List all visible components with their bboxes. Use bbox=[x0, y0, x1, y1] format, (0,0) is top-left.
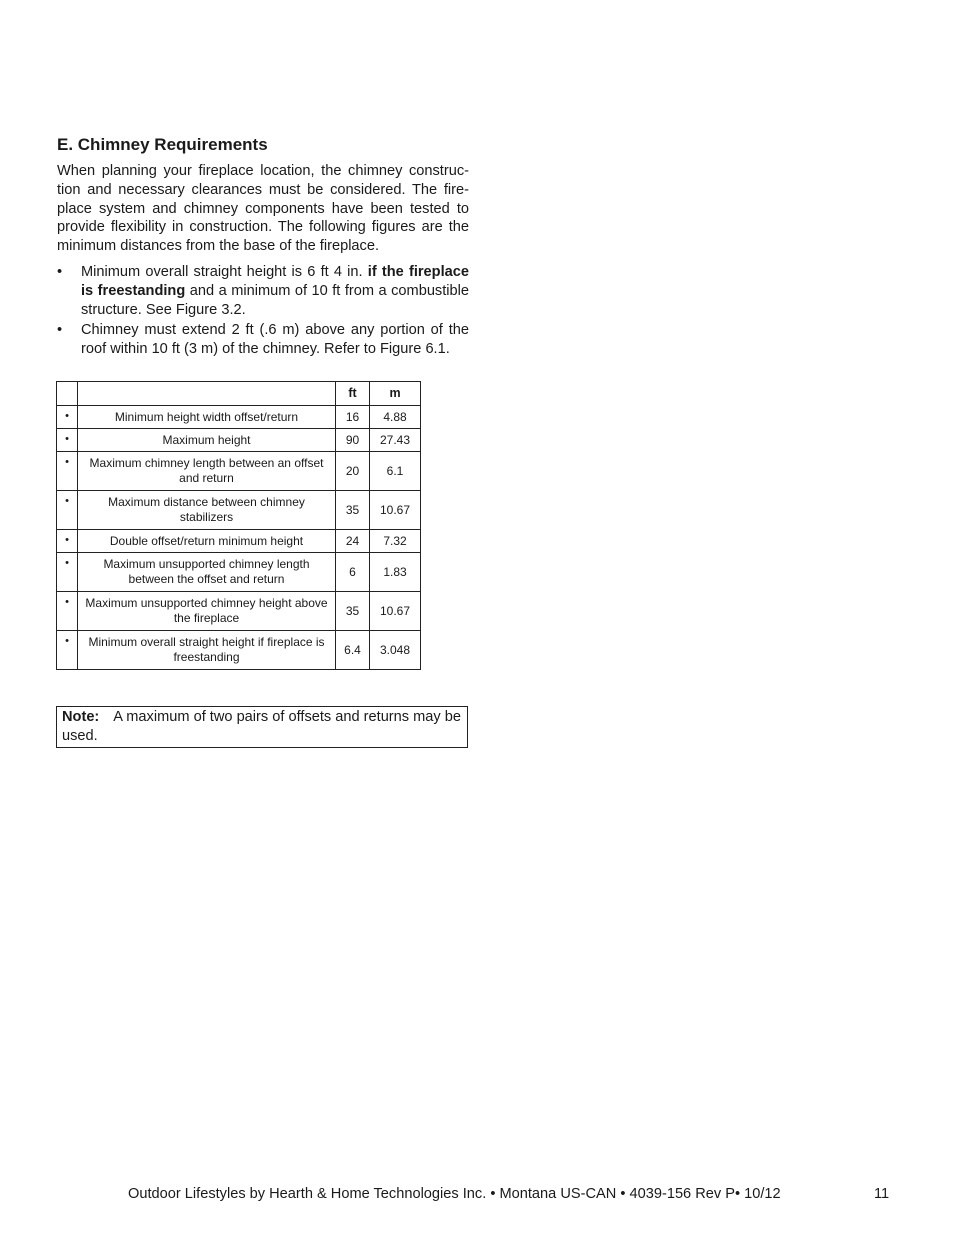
row-ft-value: 90 bbox=[336, 429, 370, 452]
row-m-value: 7.32 bbox=[370, 530, 421, 553]
table-header-row bbox=[57, 382, 421, 406]
intro-paragraph: When planning your fireplace location, the chimney construc-tion and necessary clearances must be considered. The fire-place system and chimney components have been tested to provide flexibility in construction. The following figures are the minimum distances from the base of the fireplace. bbox=[57, 163, 469, 255]
row-ft-value: 20 bbox=[336, 452, 370, 491]
row-bullet: • bbox=[57, 491, 78, 530]
row-m-value: 6.1 bbox=[370, 452, 421, 491]
row-description: Maximum chimney length between an offset and return bbox=[78, 452, 336, 491]
row-description: Minimum height width offset/return bbox=[78, 406, 336, 429]
requirements-list bbox=[57, 263, 469, 359]
row-ft-value: 6.4 bbox=[336, 631, 370, 670]
header-bullet-col bbox=[57, 382, 78, 406]
note-label: Note: bbox=[62, 709, 100, 725]
list-item-text-bold: if the fireplace is freestanding bbox=[81, 263, 469, 299]
row-bullet: • bbox=[57, 452, 78, 491]
header-desc-col bbox=[78, 382, 336, 406]
row-m-value: 3.048 bbox=[370, 631, 421, 670]
row-description: Maximum unsupported chimney height above the fireplace bbox=[78, 592, 336, 631]
row-description: Maximum unsupported chimney length between the offset and return bbox=[78, 553, 336, 592]
list-item-straight-height bbox=[57, 263, 469, 320]
bullet-marker: • bbox=[57, 263, 63, 280]
row-bullet: • bbox=[57, 530, 78, 553]
row-ft-value: 35 bbox=[336, 491, 370, 530]
table-row bbox=[57, 592, 421, 631]
row-ft-value: 35 bbox=[336, 592, 370, 631]
page-footer: Outdoor Lifestyles by Hearth & Home Technologies Inc. • Montana US-CAN • 4039-156 Rev P• 10/12 bbox=[128, 1186, 781, 1202]
row-bullet: • bbox=[57, 406, 78, 429]
row-ft-value: 16 bbox=[336, 406, 370, 429]
note-box bbox=[56, 706, 468, 748]
table-row bbox=[57, 452, 421, 491]
table-row bbox=[57, 530, 421, 553]
table-row bbox=[57, 631, 421, 670]
table-row bbox=[57, 406, 421, 429]
table-row bbox=[57, 553, 421, 592]
row-m-value: 1.83 bbox=[370, 553, 421, 592]
page-number: 11 bbox=[874, 1186, 890, 1202]
row-description: Maximum height bbox=[78, 429, 336, 452]
list-item-text-post: and a minimum of 10 ft from a combustible structure. See Figure 3.2. bbox=[81, 282, 470, 318]
row-bullet: • bbox=[57, 429, 78, 452]
row-description: Maximum distance between chimney stabilizers bbox=[78, 491, 336, 530]
chimney-requirements-section bbox=[57, 134, 469, 360]
row-bullet: • bbox=[57, 553, 78, 592]
header-m: m bbox=[370, 382, 421, 406]
row-bullet: • bbox=[57, 631, 78, 670]
row-ft-value: 6 bbox=[336, 553, 370, 592]
table-row bbox=[57, 491, 421, 530]
list-item-text-pre: Minimum overall straight height is 6 ft 4 in. bbox=[81, 263, 363, 280]
row-description: Minimum overall straight height if fireplace is freestanding bbox=[78, 631, 336, 670]
row-m-value: 10.67 bbox=[370, 592, 421, 631]
section-heading: E. Chimney Requirements bbox=[57, 135, 268, 154]
list-item-text: Chimney must extend 2 ft (.6 m) above any portion of the roof within 10 ft (3 m) of the chimney. Refer to Figure 6.1. bbox=[81, 321, 469, 357]
table-row bbox=[57, 429, 421, 452]
row-m-value: 10.67 bbox=[370, 491, 421, 530]
bullet-marker: • bbox=[57, 321, 63, 338]
chimney-requirements-table bbox=[56, 381, 421, 670]
note-text: A maximum of two pairs of offsets and returns may be used. bbox=[62, 709, 461, 744]
list-item-roof-extension bbox=[57, 321, 469, 359]
row-ft-value: 24 bbox=[336, 530, 370, 553]
header-ft: ft bbox=[336, 382, 370, 406]
row-description: Double offset/return minimum height bbox=[78, 530, 336, 553]
row-bullet: • bbox=[57, 592, 78, 631]
row-m-value: 27.43 bbox=[370, 429, 421, 452]
row-m-value: 4.88 bbox=[370, 406, 421, 429]
